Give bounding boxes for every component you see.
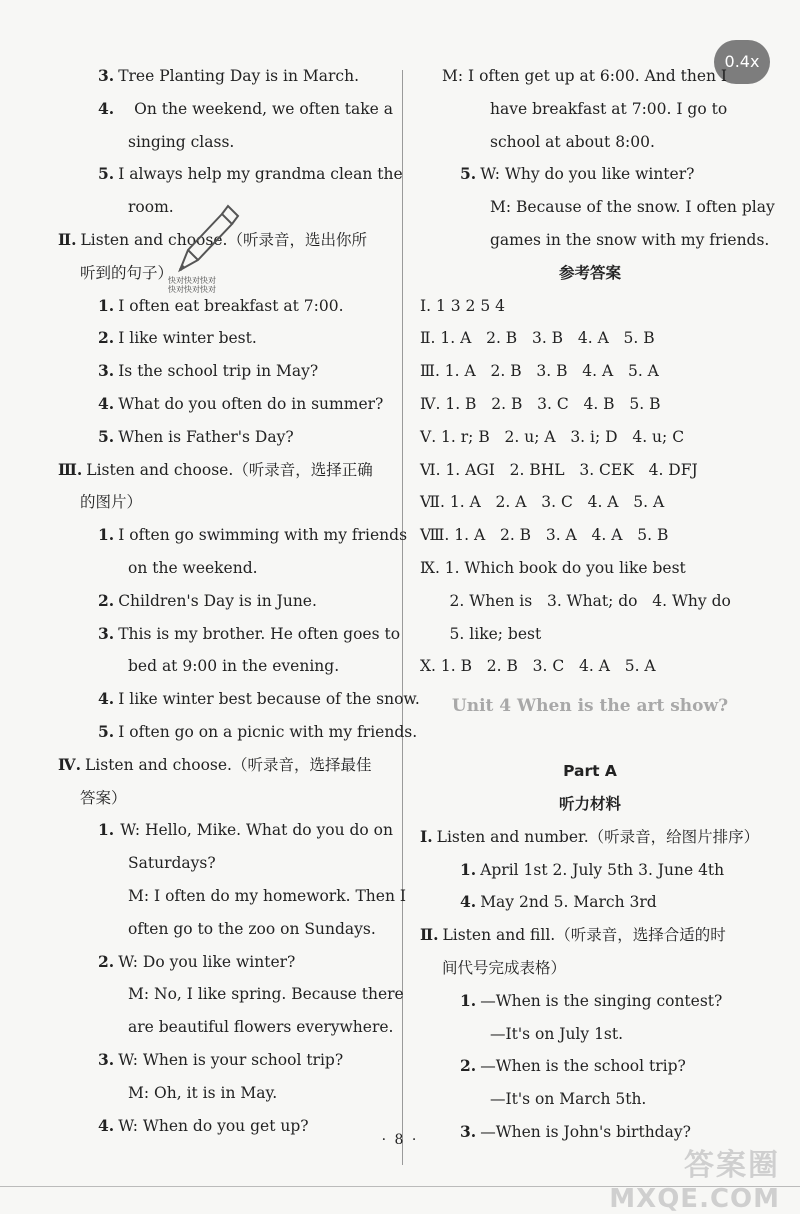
- answer-row: Ⅲ. 1. A 2. B 3. B 4. A 5. A: [420, 362, 659, 381]
- answer-row: Ⅳ. 1. B 2. B 3. C 4. B 5. B: [420, 394, 661, 413]
- answer-row: Ⅴ. 1. r; B 2. u; A 3. i; D 4. u; C: [420, 427, 685, 446]
- text-line: [58, 552, 393, 585]
- text-line: [58, 322, 393, 355]
- text-line: [58, 486, 393, 519]
- item-text: April 1st 2. July 5th 3. June 4th: [480, 860, 725, 879]
- text-line: [58, 946, 393, 979]
- item-text: on the weekend.: [128, 558, 258, 577]
- item-text: I always help my grandma clean the: [118, 165, 403, 184]
- listening-line: [420, 919, 760, 952]
- item-number: Ⅲ.: [58, 459, 83, 479]
- text-line: [58, 585, 393, 618]
- stamp-text: 快对快对快对 快对快对快对: [168, 276, 216, 294]
- watermark-logo: 答案圈 MXQE.COM: [609, 1148, 780, 1214]
- page-number: · 8 ·: [381, 1132, 419, 1148]
- item-text: M: Because of the snow. I often play: [490, 198, 775, 217]
- item-number: 3.: [98, 1049, 115, 1069]
- text-line: [58, 126, 393, 159]
- text-line: [58, 158, 403, 191]
- item-text: M: I often get up at 6:00. And then I: [442, 67, 728, 85]
- answer-row: Ⅷ. 1. A 2. B 3. A 4. A 5. B: [420, 526, 669, 545]
- item-number: 5.: [98, 721, 115, 741]
- text-line: [58, 650, 393, 683]
- item-number: 4.: [98, 98, 115, 118]
- item-number: 2.: [98, 328, 115, 348]
- answer-row: Ⅵ. 1. AGI 2. BHL 3. CEK 4. DFJ: [420, 460, 698, 479]
- text-line: [420, 191, 775, 224]
- item-text: I often eat breakfast at 7:00.: [118, 296, 344, 315]
- item-text: M: No, I like spring. Because there: [128, 985, 404, 1004]
- answer-row: 5. like; best: [420, 624, 542, 643]
- text-line: [58, 978, 404, 1011]
- item-text: —When is John's birthday?: [480, 1122, 691, 1141]
- text-line: [58, 93, 393, 126]
- item-number: 3.: [98, 66, 115, 85]
- item-number: 5.: [460, 164, 477, 184]
- text-line: [58, 716, 418, 749]
- item-text: Listen and choose.（听录音，选择正确: [86, 460, 373, 479]
- item-text: Tree Planting Day is in March.: [118, 67, 360, 85]
- item-text: 间代号完成表格）: [442, 958, 567, 977]
- item-text: Children's Day is in June.: [118, 591, 317, 610]
- item-number: 1.: [98, 525, 115, 545]
- text-line: [58, 814, 393, 847]
- item-text: are beautiful flowers everywhere.: [128, 1018, 394, 1037]
- item-text: I like winter best.: [118, 329, 257, 348]
- listening-line: [420, 1050, 760, 1083]
- item-text: W: Do you like winter?: [118, 952, 296, 971]
- item-text: On the weekend, we often take a: [134, 99, 393, 118]
- item-text: Saturdays?: [128, 854, 216, 873]
- item-number: 1.: [98, 295, 115, 315]
- text-line: [58, 1011, 393, 1044]
- item-text: W: When is your school trip?: [118, 1050, 344, 1069]
- item-text: Listen and fill.（听录音，选择合适的时: [442, 926, 726, 945]
- text-line: [420, 158, 760, 191]
- text-line: [420, 60, 760, 93]
- item-number: 1.: [460, 859, 477, 879]
- text-line: [58, 454, 393, 487]
- answer-row: Ⅰ. 1 3 2 5 4: [420, 296, 505, 315]
- text-line: [58, 421, 393, 454]
- text-line: [58, 1077, 393, 1110]
- text-line: [58, 1044, 393, 1077]
- text-line: [58, 60, 393, 93]
- item-number: 4.: [98, 689, 115, 709]
- text-line: [420, 224, 770, 257]
- item-text: —When is the school trip?: [480, 1057, 686, 1076]
- answer-row: Ⅸ. 1. Which book do you like best: [420, 558, 686, 577]
- item-text: —It's on July 1st.: [490, 1024, 624, 1043]
- item-text: Is the school trip in May?: [118, 362, 319, 381]
- item-number: 5.: [98, 164, 115, 184]
- answer-list: [420, 290, 760, 684]
- answer-row: 2. When is 3. What; do 4. Why do: [420, 591, 731, 610]
- item-text: often go to the zoo on Sundays.: [128, 919, 376, 938]
- item-number: 5.: [98, 426, 115, 446]
- item-number: 4.: [460, 892, 477, 912]
- answers-heading: 参考答案: [558, 263, 621, 282]
- item-text: —When is the singing contest?: [480, 991, 723, 1010]
- item-text: I like winter best because of the snow.: [118, 690, 420, 709]
- item-text: May 2nd 5. March 3rd: [480, 893, 657, 912]
- part-title: Part A: [563, 762, 617, 781]
- unit-title: Unit 4 When is the art show?: [451, 696, 729, 717]
- text-line: [420, 126, 760, 159]
- item-text: Listen and choose.（听录音，选择最佳: [85, 755, 372, 774]
- item-text: Listen and choose.（听录音，选出你所: [80, 230, 367, 249]
- item-text: singing class.: [128, 132, 235, 151]
- item-number: 3.: [460, 1121, 477, 1141]
- item-text: This is my brother. He often goes to: [118, 624, 401, 643]
- item-text: M: Oh, it is in May.: [128, 1083, 278, 1102]
- answer-row: Ⅱ. 1. A 2. B 3. B 4. A 5. B: [420, 329, 655, 348]
- answer-row: Ⅹ. 1. B 2. B 3. C 4. A 5. A: [420, 657, 656, 676]
- text-line: [58, 290, 393, 323]
- item-text: games in the snow with my friends.: [490, 230, 770, 249]
- item-number: 4.: [98, 1115, 115, 1135]
- text-line: [58, 388, 393, 421]
- listening-line: [420, 952, 760, 985]
- right-column: [420, 60, 775, 1149]
- item-text: room.: [128, 198, 174, 217]
- listening-line: [420, 1018, 760, 1051]
- item-number: 3.: [98, 623, 115, 643]
- item-number: Ⅱ.: [58, 229, 77, 249]
- dialogue-continuation: [420, 60, 775, 257]
- text-line: [58, 519, 408, 552]
- item-number: 3.: [98, 361, 115, 381]
- item-number: 2.: [460, 1056, 477, 1076]
- listening-line: [420, 854, 760, 887]
- item-text: When is Father's Day?: [118, 427, 294, 446]
- listening-line: [420, 985, 760, 1018]
- item-number: 2.: [98, 951, 115, 971]
- item-text: have breakfast at 7:00. I go to: [490, 99, 728, 118]
- item-text: bed at 9:00 in the evening.: [128, 657, 340, 676]
- item-text: W: Why do you like winter?: [480, 165, 695, 184]
- item-text: 听到的句子）: [80, 263, 174, 282]
- item-text: school at about 8:00.: [490, 132, 655, 151]
- text-line: [58, 749, 393, 782]
- item-text: Listen and number.（听录音，给图片排序）: [436, 827, 760, 846]
- text-line: [58, 782, 393, 815]
- item-text: I often go on a picnic with my friends.: [118, 722, 418, 741]
- text-line: [58, 618, 401, 651]
- text-line: [58, 847, 393, 880]
- text-line: [58, 913, 393, 946]
- listening-material: [420, 821, 760, 1149]
- item-text: M: I often do my homework. Then I: [128, 886, 406, 905]
- text-line: [58, 880, 406, 913]
- text-line: [58, 355, 393, 388]
- item-number: 4.: [98, 393, 115, 413]
- item-number: Ⅱ.: [420, 925, 439, 945]
- text-line: [58, 683, 420, 716]
- item-number: 2.: [98, 590, 115, 610]
- item-text: 的图片）: [80, 493, 143, 512]
- answer-row: Ⅶ. 1. A 2. A 3. C 4. A 5. A: [420, 493, 665, 512]
- item-text: W: Hello, Mike. What do you do on: [120, 821, 393, 840]
- item-number: Ⅳ.: [58, 754, 81, 774]
- item-text: 答案）: [80, 788, 127, 807]
- item-text: —It's on March 5th.: [490, 1090, 647, 1109]
- item-number: 1.: [460, 990, 477, 1010]
- listening-line: [420, 886, 760, 919]
- item-text: W: When do you get up?: [118, 1116, 309, 1135]
- pencil-sticker-icon: [170, 200, 240, 280]
- listening-line: [420, 1083, 760, 1116]
- item-number: 1.: [98, 820, 115, 840]
- item-text: What do you often do in summer?: [118, 394, 384, 413]
- item-text: I often go swimming with my friends: [118, 526, 408, 545]
- listening-line: [420, 821, 760, 854]
- listening-heading: 听力材料: [558, 794, 621, 813]
- item-number: Ⅰ.: [420, 826, 433, 846]
- text-line: [420, 93, 760, 126]
- zoom-badge[interactable]: 0.4x: [714, 40, 770, 84]
